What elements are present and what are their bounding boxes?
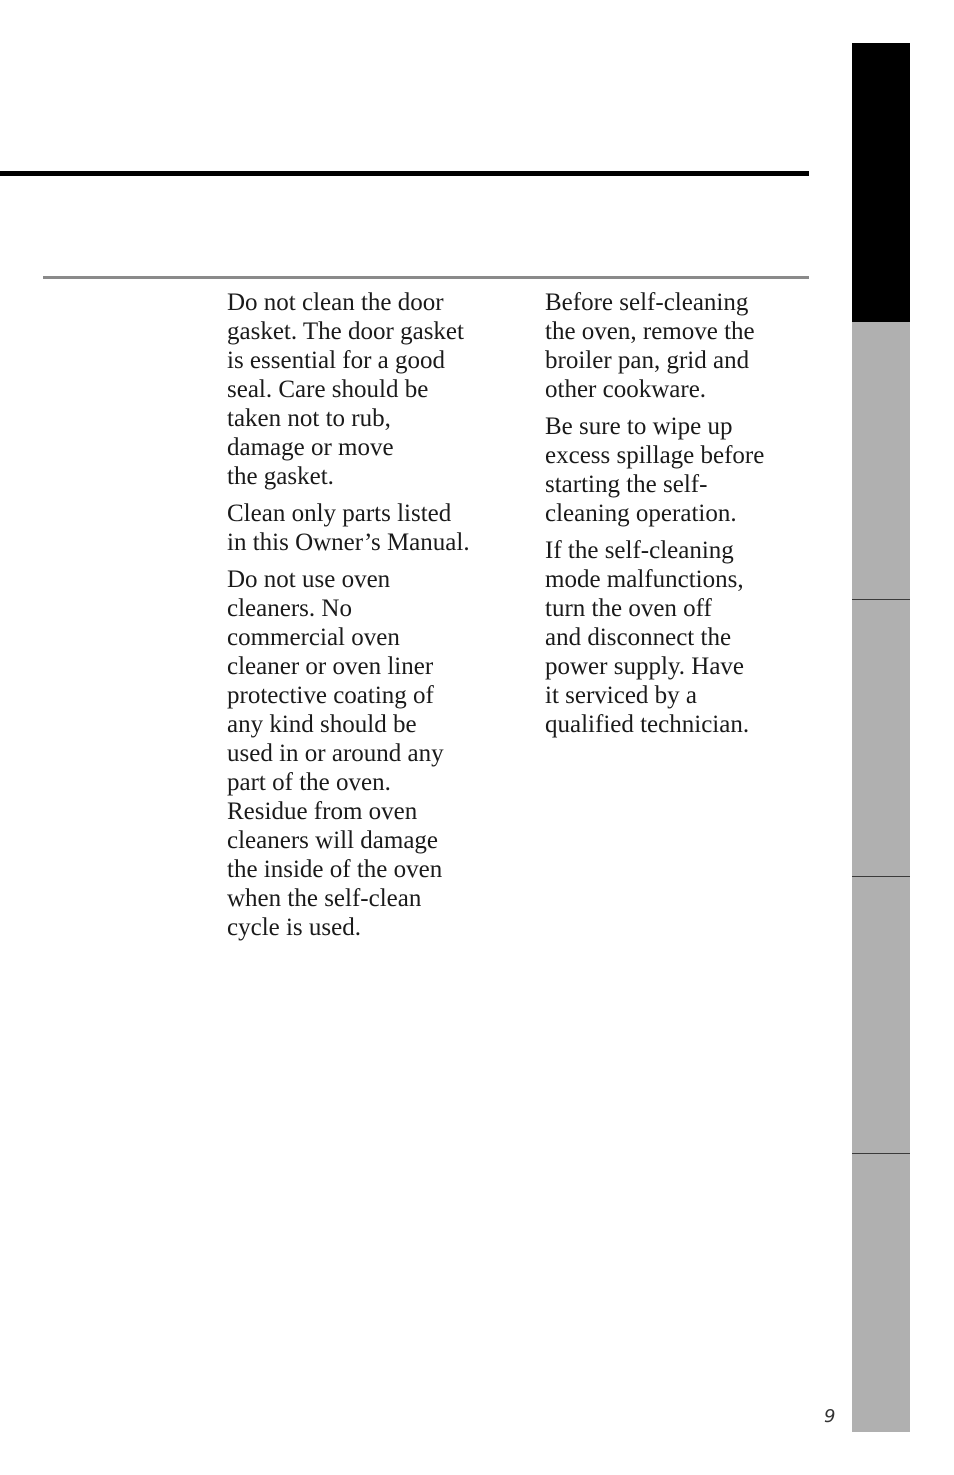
page-number: 9 [824,1406,836,1427]
paragraph-clean-parts: Clean only parts listed in this Owner’s Manual. [227,500,470,556]
paragraph-door-gasket: Do not clean the door gasket. The door gasket is essential for a good seal. Care should be taken not to rub, damage or move the gasket. [227,289,464,490]
text-column-left [227,288,502,950]
paragraph-wipe-spillage: Be sure to wipe up excess spillage before starting the self- cleaning operation. [545,413,765,527]
section-tab-3[interactable] [852,599,910,877]
section-tab-2[interactable] [852,322,910,599]
paragraph-remove-cookware: Before self-cleaning the oven, remove the broiler pan, grid and other cookware. [545,289,755,403]
section-tabs [852,43,910,1431]
section-divider [43,276,809,279]
section-tab-4[interactable] [852,876,910,1154]
section-tab-active[interactable] [852,43,910,322]
header-rule [0,171,809,176]
paragraph-malfunction: If the self-cleaning mode malfunctions, turn the oven off and disconnect the power supply. Have it serviced by a qualified technician. [545,537,750,738]
paragraph-oven-cleaners: Do not use oven cleaners. No commercial oven cleaner or oven liner protective coating of any kind should be used in or around any part of the oven. Residue from oven cleaners will damage the inside of the oven when the self-clean cycle is used. [227,566,444,941]
text-column-right [545,288,795,747]
section-tab-5[interactable] [852,1153,910,1432]
